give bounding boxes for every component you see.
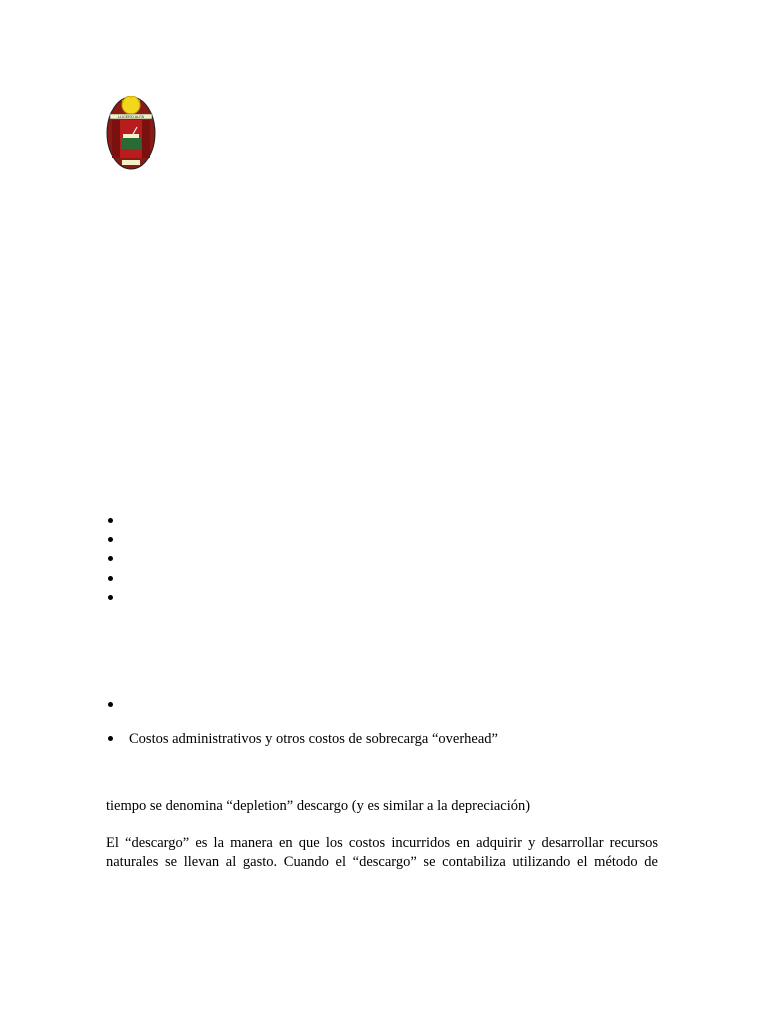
institution-seal-logo [106, 96, 156, 170]
bullet-icon [108, 576, 113, 581]
body-paragraph: tiempo se denomina “depletion” descargo (y es similar a la depreciación) [106, 798, 531, 814]
seal-banner-text: LUCERO ALFA [118, 115, 144, 119]
bullet-icon [108, 518, 113, 523]
paragraph-line: El “descargo” es la manera en que los costos incurridos en adquirir y desarrollar recursos [106, 835, 658, 851]
empty-bullet [106, 696, 118, 710]
paragraph-line: naturales se llevan al gasto. Cuando el “descargo” se contabiliza utilizando el método de [106, 854, 658, 870]
bullet-icon [108, 702, 113, 707]
bullet-icon [108, 595, 113, 600]
bullet-icon [108, 736, 113, 741]
bullet-item-text: Costos administrativos y otros costos de sobrecarga “overhead” [129, 731, 498, 747]
body-paragraph-descargo [106, 834, 658, 872]
bullet-icon [108, 556, 113, 561]
bullet-icon [108, 537, 113, 542]
